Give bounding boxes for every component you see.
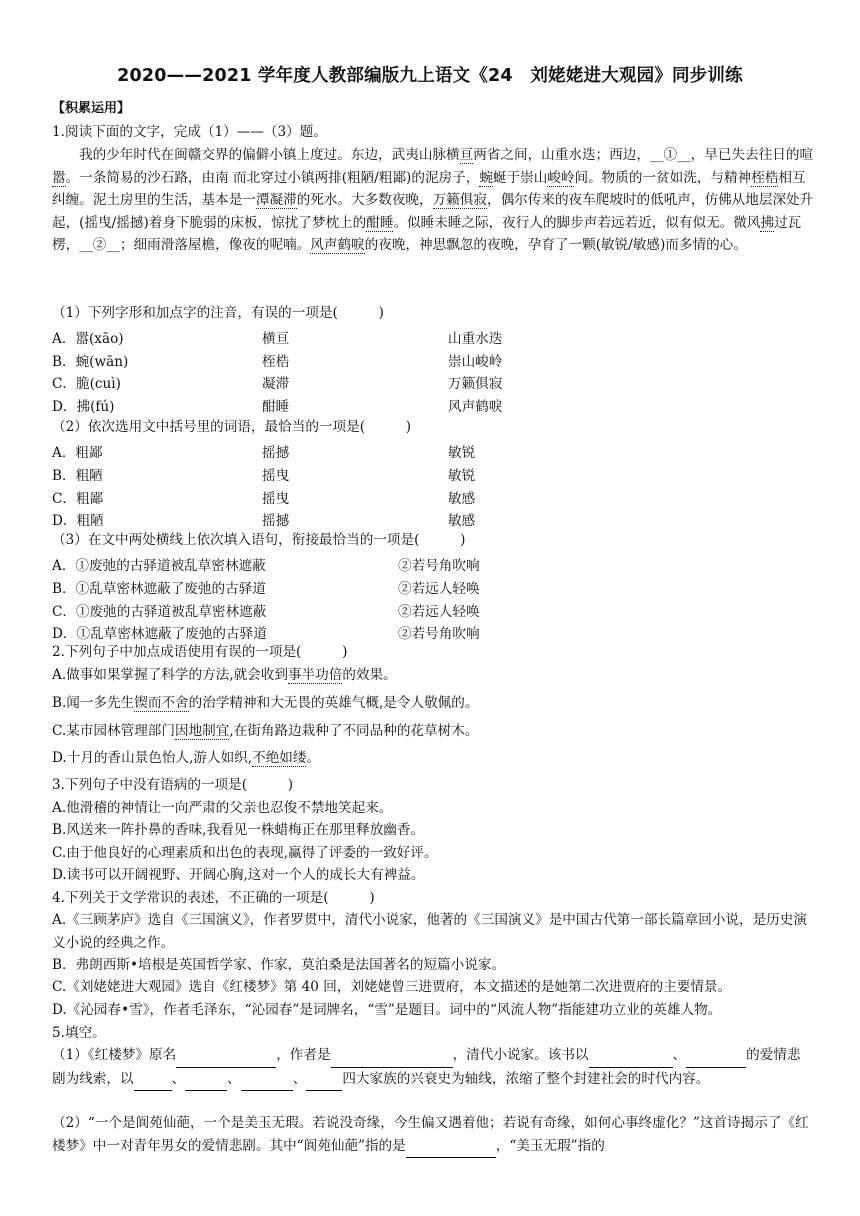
option-row: B．蜿(wān) 桎梏 崇山峻岭 — [52, 354, 503, 370]
option-row: A．粗鄙 摇撼 敏锐 — [52, 445, 476, 461]
q4-option-c: C.《刘姥姥进大观园》选自《红楼梦》第 40 回，刘姥姥曾三进贾府，本文描述的是她第二次进贾府的主要情景。 — [52, 979, 732, 995]
fill-blank[interactable] — [406, 1135, 496, 1159]
dotted-word: 酣睡 — [366, 214, 394, 231]
dotted-word: 风声鹤唳 — [310, 237, 365, 254]
q5-stem: 5.填空。 — [52, 1025, 106, 1041]
q1-stem: 1.阅读下面的文字，完成（1）——（3）题。 — [52, 124, 327, 140]
fill-blank[interactable] — [331, 1044, 453, 1068]
q3-option-d: D.读书可以开阔视野、开阔心胸,这对一个人的成长大有裨益。 — [52, 867, 425, 883]
fill-blank[interactable] — [686, 1044, 746, 1068]
option-row: C．脆(cuì) 凝滞 万籁俱寂 — [52, 376, 503, 392]
q1-passage: 我的少年时代在闽赣交界的偏僻小镇上度过。东边，武夷山脉横亘两省之间，山重水迭；西边，__①__，早已失去往日的喧嚣。一条简易的沙石路，由南 而北穿过小镇两排(粗陋/粗鄙)的泥房子，蜿蜒于崇山峻岭间。物质的一贫如洗，与精神桎梏相互纠缠。泥土房里的生活，基本是一潭凝滞的死水。大多数夜晚，万籁俱寂，偶尔传来的夜车爬坡时的低吼声，仿佛从地层深处升起，(摇曳/摇撼)着身下脆弱的床板，惊扰了梦枕上的酣睡。似睡未睡之际，夜行人的脚步声若远若近，似有似无。微风拂过瓦楞，__②__；细雨滑落屋檐，像夜的呢喃。风声鹤唳的夜晚，神思飘忽的夜晚，孕育了一颗(敏锐/敏感)而多情的心。 — [52, 147, 814, 254]
dotted-word: 潭凝滞 — [255, 192, 297, 209]
q3-option-b: B.风送来一阵扑鼻的香味,我看见一株蜡梅正在那里释放幽香。 — [52, 822, 425, 838]
option-row: C．粗鄙 摇曳 敏感 — [52, 491, 476, 507]
q2-option-a: A.做事如果掌握了科学的方法,就会收到事半功倍的效果。 — [52, 667, 397, 683]
q2-stem: 2.下列句子中加点成语使用有误的一项是( ) — [52, 644, 348, 660]
q3-option-a: A.他滑稽的神情让一向严肃的父亲也忍俊不禁地笑起来。 — [52, 800, 393, 816]
fill-blank[interactable] — [306, 1068, 342, 1092]
q5-fill-2: （2）“一个是阆苑仙葩，一个是美玉无瑕。若说没奇缘，今生偏又遇着他；若说有奇缘，如何心事终虚化？”这首诗揭示了《红楼梦》中一对青年男女的爱情悲剧。其中“阆苑仙葩”指的是 ，“美玉无瑕”指的 — [52, 1112, 814, 1158]
q3-stem: 3.下列句子中没有语病的一项是( ) — [52, 777, 294, 793]
option-row: D．粗陋 摇撼 敏感 — [52, 513, 476, 529]
q2-option-d: D.十月的香山景色怡人,游人如织,不绝如缕。 — [52, 750, 321, 766]
dotted-word: 嚣 — [52, 169, 66, 186]
q3-option-c: C.由于他良好的心理素质和出色的表现,赢得了评委的一致好评。 — [52, 845, 438, 861]
q4-stem: 4.下列关于文学常识的表述，不正确的一项是( ) — [52, 890, 375, 906]
q5-fill-1: （1）《红楼梦》原名 ，作者是 ，清代小说家。该书以 、 的爱情悲剧为线索，以 、 、 、 四大家族的兴衰史为轴线，浓缩了整个封建社会的时代内容。 — [52, 1044, 814, 1091]
dotted-word: 亘 — [459, 147, 474, 163]
fill-blank[interactable] — [185, 1068, 227, 1092]
q2-option-c: C.某市园林管理部门因地制宜,在街角路边栽种了不同品种的花草树木。 — [52, 723, 479, 739]
q4-option-b: B．弗朗西斯•培根是英国哲学家、作家，莫泊桑是法国著名的短篇小说家。 — [52, 957, 506, 973]
q1-sub3-stem: （3）在文中两处横线上依次填入语句，衔接最恰当的一项是( ) — [52, 532, 466, 548]
option-row: D．①乱草密林遮蔽了废弛的古驿道 ②若号角吹响 — [52, 626, 480, 642]
dotted-word: 峻岭 — [547, 169, 575, 186]
fill-blank[interactable] — [176, 1044, 276, 1068]
option-row: A．①废弛的古驿道被乱草密林遮蔽 ②若号角吹响 — [52, 558, 480, 574]
fill-blank[interactable] — [589, 1044, 673, 1068]
option-row: B．①乱草密林遮蔽了废弛的古驿道 ②若远人轻唤 — [52, 581, 480, 597]
dotted-word: 蜿 — [479, 169, 493, 186]
page-title: 2020——2021 学年度人教部编版九上语文《24 刘姥姥进大观园》同步训练 — [117, 66, 743, 86]
section-heading: 【积累运用】 — [52, 101, 131, 116]
q4-option-a: A.《三顾茅庐》选自《三国演义》，作者罗贯中，清代小说家，他著的《三国演义》是中国古代第一部长篇章回小说，是历史演义小说的经典之作。 — [52, 912, 807, 951]
q2-option-b: B.闻一多先生锲而不舍的治学精神和大无畏的英雄气概,是令人敬佩的。 — [52, 695, 479, 711]
option-row: A．嚣(xāo) 横亘 山重水迭 — [52, 331, 503, 347]
dotted-word: 万籁俱寂 — [432, 192, 487, 209]
blank-2: __②__ — [79, 237, 120, 254]
q1-sub2-stem: （2）依次选用文中括号里的词语，最恰当的一项是( ) — [52, 419, 412, 435]
option-row: B．粗陋 摇曳 敏锐 — [52, 468, 476, 484]
dotted-word: 拂 — [760, 214, 775, 231]
fill-blank[interactable] — [134, 1068, 172, 1092]
fill-blank[interactable] — [241, 1068, 293, 1092]
dotted-word: 桎梏 — [751, 169, 779, 186]
q4-option-d: D.《沁园春•雪》，作者毛泽东，“沁园春”是词牌名，“雪”是题目。词中的“风流人物”指能建功立业的英雄人物。 — [52, 1002, 722, 1018]
option-row: D．拂(fú) 酣睡 风声鹤唳 — [52, 399, 503, 415]
blank-1: __①__ — [649, 147, 691, 163]
option-row: C．①废弛的古驿道被乱草密林遮蔽 ②若远人轻唤 — [52, 604, 480, 620]
q1-sub1-stem: （1）下列字形和加点字的注音，有误的一项是( ) — [52, 305, 384, 321]
